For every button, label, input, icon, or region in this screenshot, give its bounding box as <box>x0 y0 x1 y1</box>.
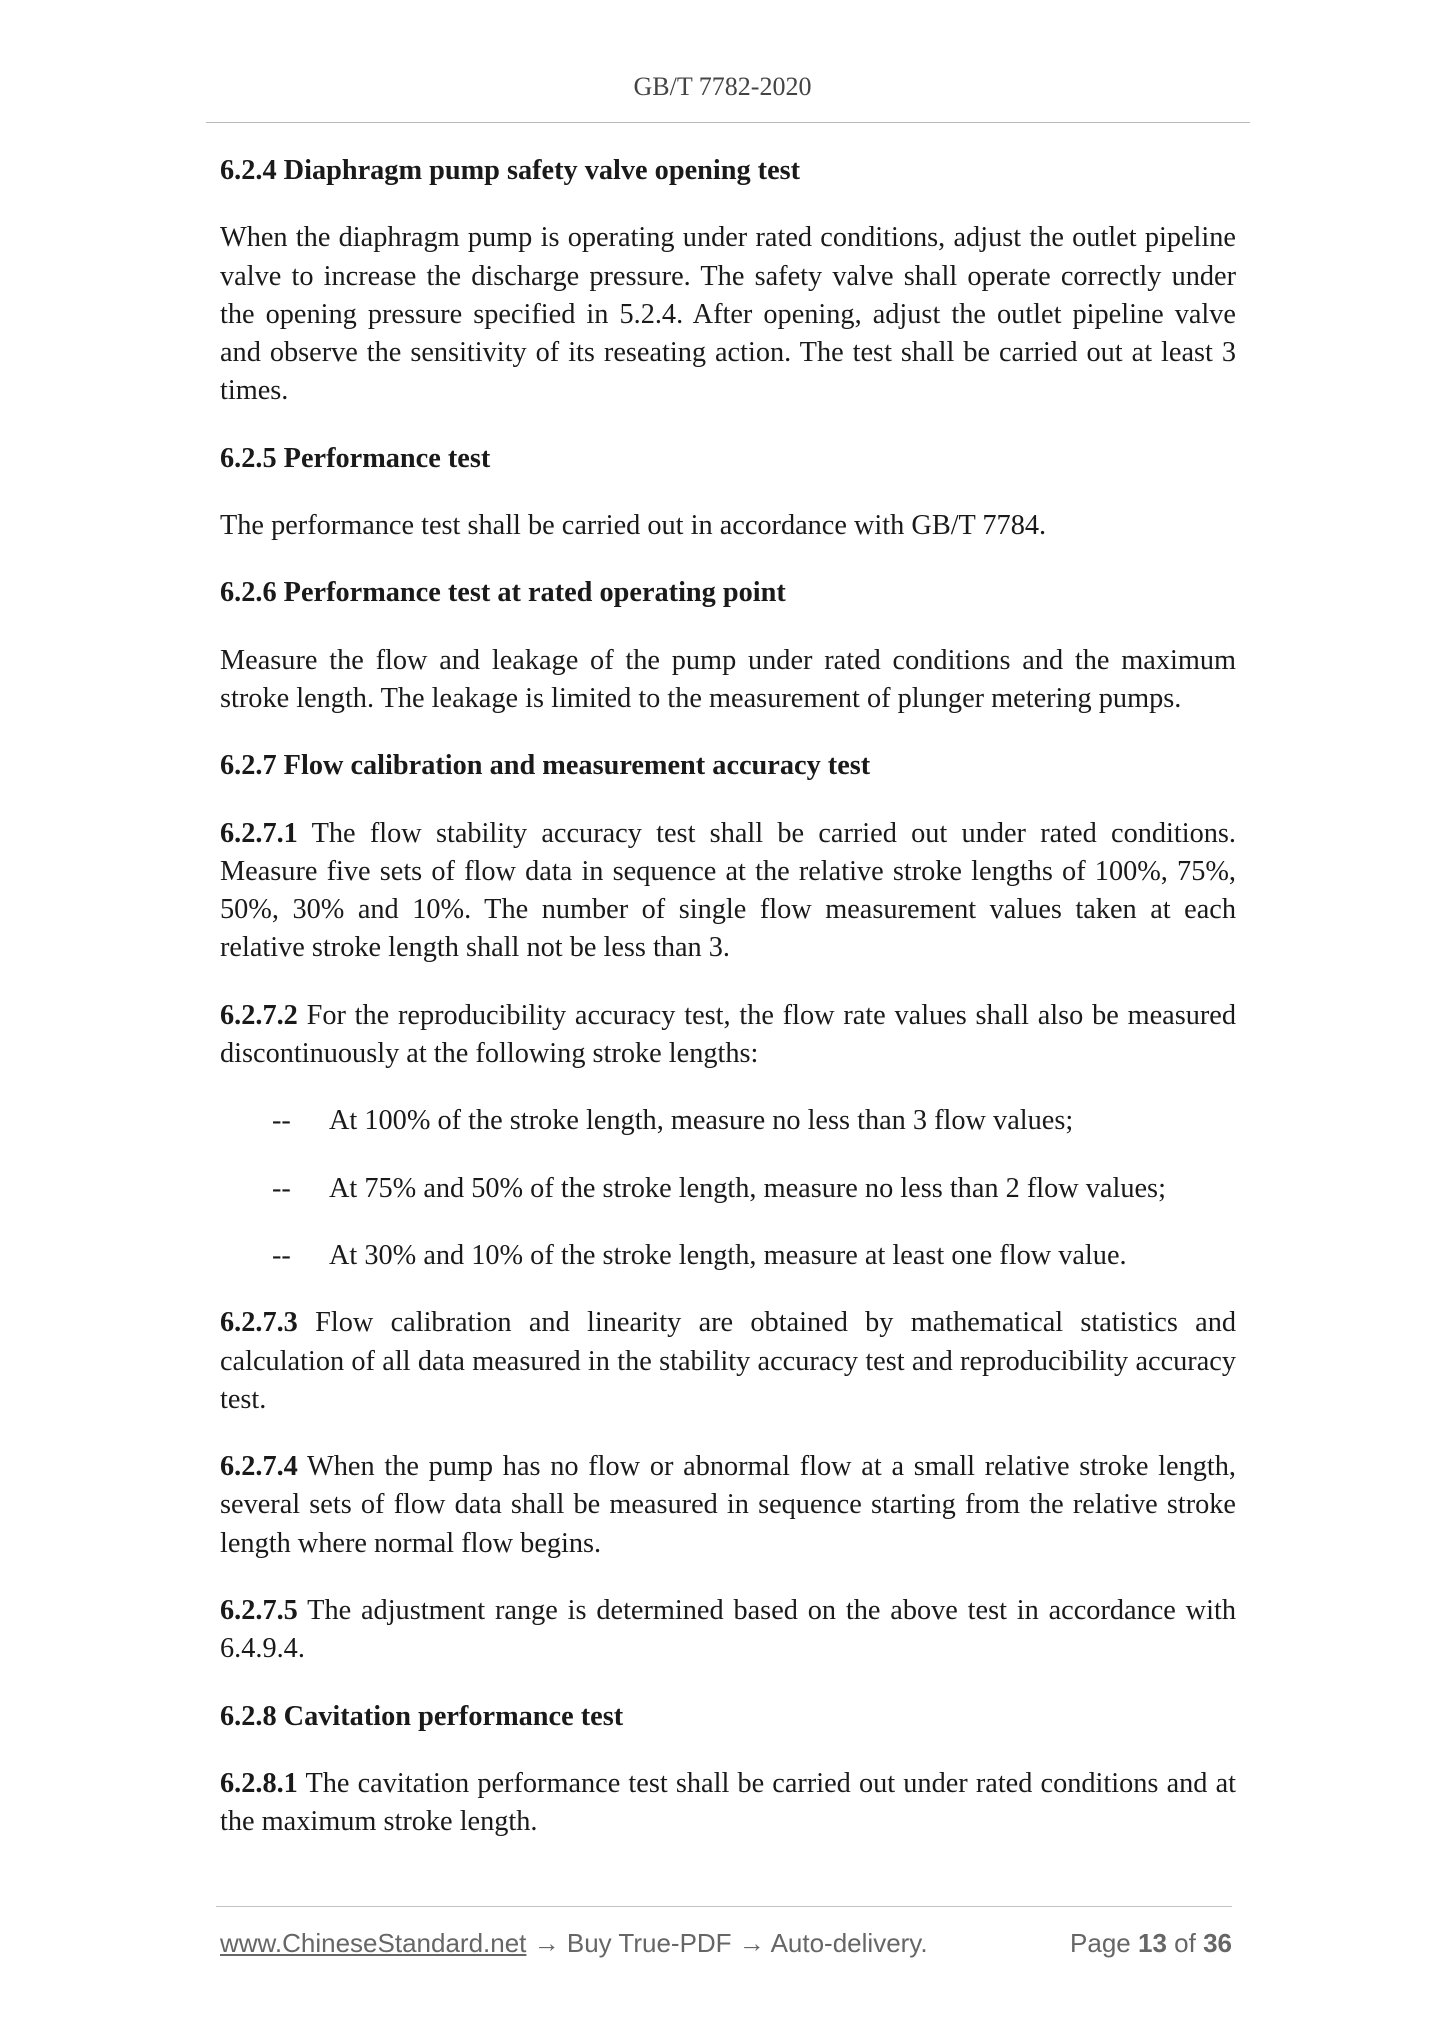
clause-text: When the pump has no flow or abnormal flow at a small relative stroke length, several sets of flow data shall be measured in sequence starting from the relative stroke length where normal flow begins. <box>220 1451 1236 1559</box>
clause-text: The cavitation performance test shall be carried out under rated conditions and at the maximum stroke length. <box>220 1767 1236 1838</box>
clause-text: The adjustment range is determined based on the above test in accordance with 6.4.9.4. <box>220 1595 1236 1665</box>
clause-number: 6.2.7.3 <box>220 1307 298 1339</box>
footer-promo-text: → Buy True-PDF → Auto-delivery. <box>526 1928 928 1958</box>
clause-number: 6.2.8.1 <box>220 1767 298 1799</box>
section-text-6-2-5: The performance test shall be carried out in accordance with GB/T 7784. <box>220 510 1047 542</box>
list-item-text: At 30% and 10% of the stroke length, measure at least one flow value. <box>329 1239 1127 1271</box>
clause-6-2-7-4 <box>220 1448 1236 1563</box>
section-text-6-2-4: When the diaphragm pump is operating under rated conditions, adjust the outlet pipeline valve to increase the discharge pressure. The safety valve shall operate correctly under the opening pressure specified in 5.2.4. After opening, adjust the outlet pipeline valve and observe the sensitivity of its reseating action. The test shall be carried out at least 3 times. <box>220 222 1236 407</box>
list-item <box>220 1237 1236 1275</box>
clause-text: The flow stability accuracy test shall be carried out under rated conditions. Measure five sets of flow data in sequence at the relative stroke lengths of 100%, 75%, 50%, 30% and 10%. The number of single flow measurement values taken at each relative stroke length shall not be less than 3. <box>220 817 1236 964</box>
page-content <box>220 152 1236 1871</box>
list-item <box>220 1170 1236 1208</box>
clause-6-2-8-1 <box>220 1765 1236 1842</box>
section-heading-6-2-5: 6.2.5 Performance test <box>220 442 491 474</box>
list-marker: -- <box>272 1239 291 1271</box>
list-marker: -- <box>272 1172 291 1204</box>
footer-promo <box>220 1928 928 1959</box>
section-heading-6-2-6: 6.2.6 Performance test at rated operating point <box>220 577 786 609</box>
clause-6-2-7-2 <box>220 997 1236 1074</box>
clause-6-2-7-3 <box>220 1304 1236 1419</box>
clause-6-2-7-5 <box>220 1592 1236 1669</box>
clause-text: Flow calibration and linearity are obtained by mathematical statistics and calculation of all data measured in the stability accuracy test and reproducibility accuracy test. <box>220 1307 1237 1415</box>
section-text-6-2-6: Measure the flow and leakage of the pump under rated conditions and the maximum stroke length. The leakage is limited to the measurement of plunger metering pumps. <box>220 644 1236 714</box>
clause-6-2-7-1 <box>220 815 1236 968</box>
page-indicator <box>1070 1928 1232 1959</box>
clause-number: 6.2.7.1 <box>220 817 298 849</box>
website-link[interactable]: www.ChineseStandard.net <box>220 1928 527 1958</box>
list-item-text: At 75% and 50% of the stroke length, measure no less than 2 flow values; <box>329 1172 1166 1204</box>
clause-number: 6.2.7.2 <box>220 999 298 1031</box>
page-number: 13 <box>1138 1928 1167 1958</box>
page-label: Page <box>1070 1928 1131 1958</box>
footer-divider <box>216 1906 1232 1907</box>
of-label: of <box>1174 1928 1196 1958</box>
clause-number: 6.2.7.5 <box>220 1595 298 1627</box>
header-divider <box>206 122 1250 123</box>
section-heading-6-2-7: 6.2.7 Flow calibration and measurement accuracy test <box>220 750 871 782</box>
list-item <box>220 1102 1236 1140</box>
clause-text: For the reproducibility accuracy test, the flow rate values shall also be measured discontinuously at the following stroke lengths: <box>220 999 1236 1070</box>
list-item-text: At 100% of the stroke length, measure no less than 3 flow values; <box>329 1105 1074 1137</box>
document-id-header: GB/T 7782-2020 <box>633 72 812 101</box>
list-marker: -- <box>272 1105 291 1137</box>
section-heading-6-2-4: 6.2.4 Diaphragm pump safety valve opening test <box>220 155 801 186</box>
clause-number: 6.2.7.4 <box>220 1451 298 1483</box>
total-pages: 36 <box>1203 1928 1232 1958</box>
section-heading-6-2-8: 6.2.8 Cavitation performance test <box>220 1700 624 1732</box>
